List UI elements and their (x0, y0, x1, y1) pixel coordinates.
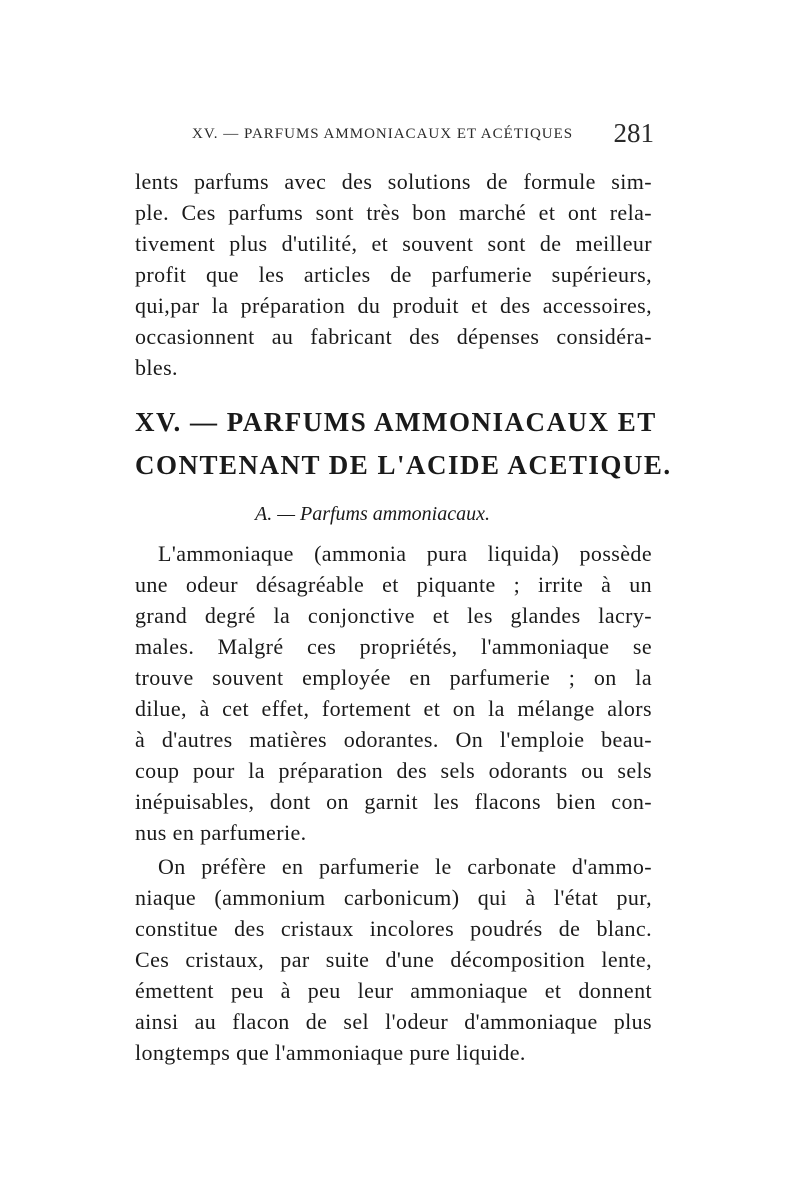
running-title: XV. — PARFUMS AMMONIACAUX ET ACÉTIQUES (192, 126, 574, 142)
text-line: coup pour la préparation des sels odorants ou sels (135, 758, 652, 783)
text-line: bles. (135, 355, 178, 380)
text-line: longtemps que l'ammoniaque pure liquide. (135, 1040, 526, 1065)
section-heading-line-2: CONTENANT DE L'ACIDE ACETIQUE. (135, 450, 672, 480)
section-heading-line-1: XV. — PARFUMS AMMONIACAUX ET (135, 407, 657, 437)
text-line: profit que les articles de parfumerie supérieurs, (135, 262, 652, 287)
page-number: 281 (613, 118, 654, 148)
text-line: émettent peu à peu leur ammoniaque et donnent (135, 978, 652, 1003)
text-line: dilue, à cet effet, fortement et on la mélange alors (135, 696, 652, 721)
text-line: lents parfums avec des solutions de formule sim- (135, 169, 652, 194)
text-line: grand degré la conjonctive et les glandes lacry- (135, 603, 652, 628)
text-line: L'ammoniaque (ammonia pura liquida) possède (158, 541, 652, 566)
text-line: On préfère en parfumerie le carbonate d'ammo- (158, 854, 652, 879)
text-line: inépuisables, dont on garnit les flacons bien con- (135, 789, 652, 814)
text-line: à d'autres matières odorantes. On l'emploie beau- (135, 727, 652, 752)
text-line: trouve souvent employée en parfumerie ; on la (135, 665, 652, 690)
text-line: tivement plus d'utilité, et souvent sont de meilleur (135, 231, 652, 256)
running-header (192, 118, 654, 152)
text-line: Ces cristaux, par suite d'une décomposition lente, (135, 947, 652, 972)
text-line: ple. Ces parfums sont très bon marché et ont rela- (135, 200, 652, 225)
text-line: constitue des cristaux incolores poudrés de blanc. (135, 916, 652, 941)
text-line: une odeur désagréable et piquante ; irrite à un (135, 572, 652, 597)
text-line: ainsi au flacon de sel l'odeur d'ammoniaque plus (135, 1009, 652, 1034)
text-line: occasionnent au fabricant des dépenses considéra- (135, 324, 652, 349)
text-line: qui,par la préparation du produit et des accessoires, (135, 293, 652, 318)
text-line: nus en parfumerie. (135, 820, 307, 845)
text-line: niaque (ammonium carbonicum) qui à l'état pur, (135, 885, 652, 910)
text-line: males. Malgré ces propriétés, l'ammoniaque se (135, 634, 652, 659)
subsection-heading: A. — Parfums ammoniacaux. (255, 503, 490, 525)
